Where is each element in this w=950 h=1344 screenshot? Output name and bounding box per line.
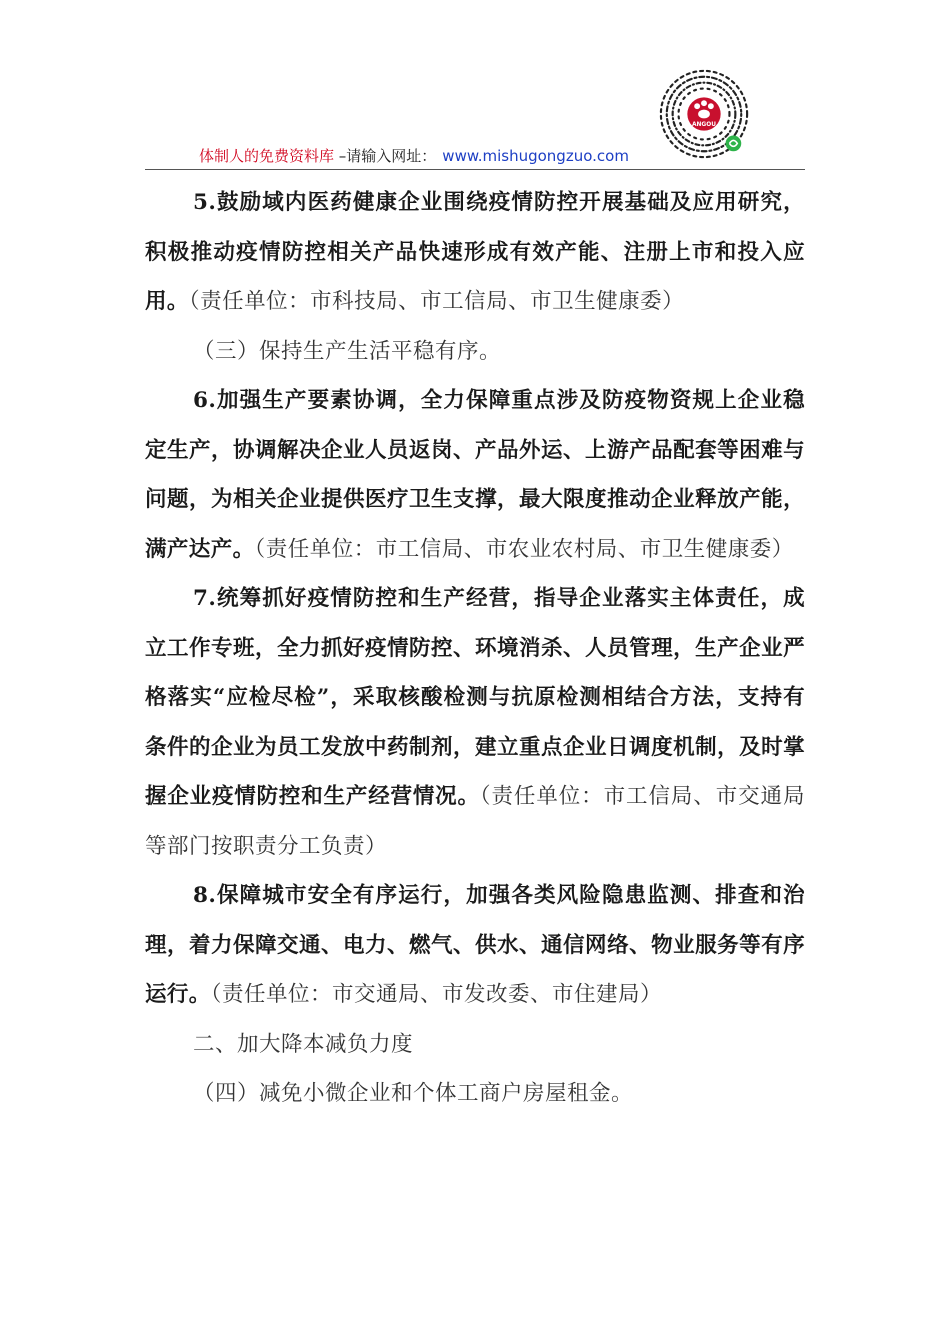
paragraph-7-note: （责任单位：市工信局、市交通局等部门按职责分工负责） [145,784,805,859]
section-heading-4-text: （四）减免小微企业和个体工商户房屋租金。 [193,1081,634,1106]
paragraph-8-note: （责任单位：市交通局、市发改委、市住建局） [210,982,662,1007]
paragraph-5-note: （责任单位：市科技局、市工信局、市卫生健康委） [188,289,685,314]
paragraph-5-text: 5.鼓励域内医药健康企业围绕疫情防控开展基础及应用研究，积极推动疫情防控相关产品快速形成有效产能、注册上市和投入应用。 [145,190,805,314]
section-heading-3 [145,327,805,377]
header-separator: –请输入网址： [334,147,437,165]
site-name: 体制人的免费资料库 [199,147,335,165]
paragraph-6-note: （责任单位：市工信局、市农业农村局、市卫生健康委） [254,536,794,562]
paragraph-6 [145,376,805,574]
paragraph-5 [145,178,805,327]
page-header [145,145,805,170]
section-heading-3-text: （三）保持生产生活平稳有序。 [193,338,502,364]
section-heading-2 [145,1020,805,1070]
site-url-link[interactable]: www.mishugongzuo.com [442,147,629,165]
paragraph-7 [145,574,805,871]
paragraph-7-text: 7.统筹抓好疫情防控和生产经营，指导企业落实主体责任，成立工作专班，全力抓好疫情防控、环境消杀、人员管理，生产企业严格落实“应检尽检”，采取核酸检测与抗原检测相结合方法，支持有条件的企业为员工发放中药制剂，建立重点企业日调度机制，及时掌握企业疫情防控和生产经营情况。 [145,586,805,809]
paragraph-6-text: 6.加强生产要素协调，全力保障重点涉及防疫物资规上企业稳定生产，协调解决企业人员返岗、产品外运、上游产品配套等困难与问题，为相关企业提供医疗卫生支撑，最大限度推动企业释放产能，满产达产。 [145,388,805,562]
section-heading-2-text: 二、加大降本减负力度 [193,1031,414,1057]
paragraph-8-text: 8.保障城市安全有序运行，加强各类风险隐患监测、排查和治理，着力保障交通、电力、燃气、供水、通信网络、物业服务等有序运行。 [145,883,805,1007]
document-body [145,178,805,1119]
qr-badge-text: ANGOU [691,121,717,128]
section-heading-4 [145,1069,805,1119]
paragraph-8 [145,871,805,1020]
